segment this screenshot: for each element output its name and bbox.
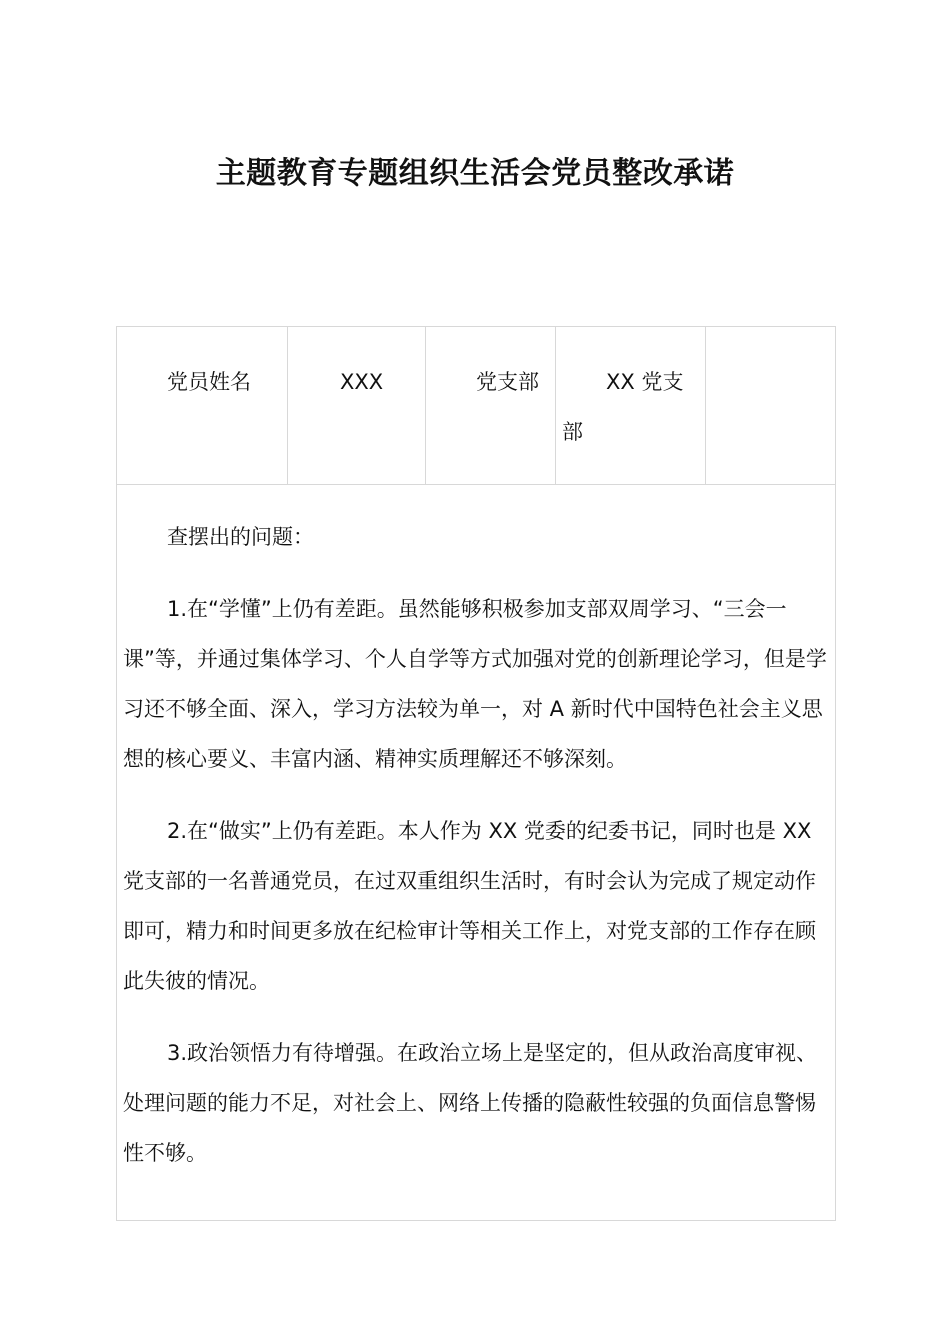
name-value: XXX	[340, 370, 384, 394]
branch-value: XX 党支部	[562, 370, 684, 444]
info-row	[117, 327, 836, 485]
problems-cell	[117, 485, 836, 1221]
name-label-cell	[117, 327, 288, 485]
extra-cell	[706, 327, 836, 485]
branch-label: 党支部	[476, 370, 539, 394]
branch-value-wrap	[556, 327, 705, 457]
problems-heading: 查摆出的问题：	[167, 525, 314, 549]
branch-value-cell	[556, 327, 706, 485]
problems-content	[117, 485, 835, 1220]
document-title: 主题教育专题组织生活会党员整改承诺	[215, 156, 735, 191]
problem-paragraph-2: 2.在“做实”上仍有差距。本人作为 XX 党委的纪委书记，同时也是 XX 党支部的一名普通党员，在过双重组织生活时，有时会认为完成了规定动作即可，精力和时间更多放在纪检审计等相关工作上，对党支部的工作存在顾此失彼的情况。	[123, 819, 816, 993]
problem-paragraph-1: 1.在“学懂”上仍有差距。虽然能够积极参加支部双周学习、“三会一课”等，并通过集体学习、个人自学等方式加强对党的创新理论学习，但是学习还不够全面、深入，学习方法较为单一，对 A 新时代中国特色社会主义思想的核心要义、丰富内涵、精神实质理解还不够深刻。	[123, 597, 827, 771]
name-value-cell	[288, 327, 426, 485]
name-label: 党员姓名	[167, 370, 251, 394]
branch-label-cell	[426, 327, 556, 485]
commitment-table	[116, 326, 836, 1221]
problems-row	[117, 485, 836, 1221]
problem-paragraph-3: 3.政治领悟力有待增强。在政治立场上是坚定的，但从政治高度审视、处理问题的能力不足，对社会上、网络上传播的隐蔽性较强的负面信息警惕性不够。	[123, 1041, 818, 1165]
extra-value	[706, 327, 835, 357]
